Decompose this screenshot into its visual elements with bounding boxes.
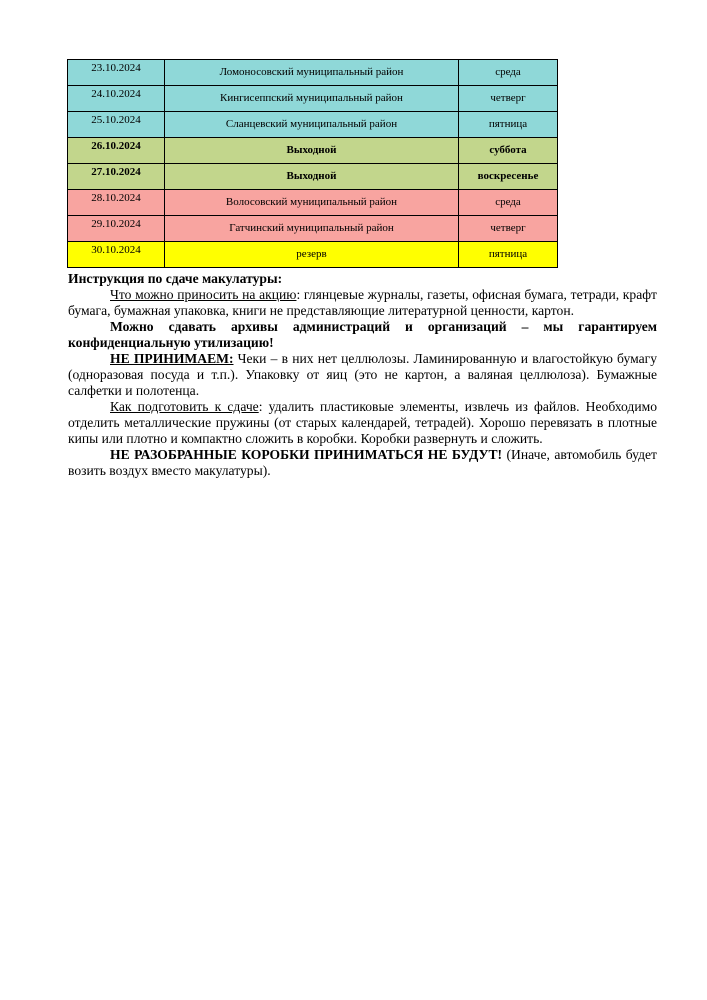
schedule-body bbox=[68, 60, 558, 268]
schedule-row bbox=[68, 242, 558, 268]
schedule-district-cell: резерв bbox=[165, 242, 459, 268]
schedule-date-cell: 30.10.2024 bbox=[68, 242, 165, 268]
boxes-note: (Иначе, автомобиль будет возить воздух вместо макулатуры). bbox=[68, 447, 657, 478]
schedule-row bbox=[68, 86, 558, 112]
not-accepted-text: Чеки – в них нет целлюлозы. Ламинированную и влагостойкую бумагу (одноразовая посуда и т.п.). Упаковку от яиц (это не картон, а валяная целлюлоза). Бумажные салфетки и полотенца. bbox=[68, 351, 657, 398]
not-accepted-label: НЕ ПРИНИМАЕМ: bbox=[110, 351, 234, 366]
schedule-row bbox=[68, 138, 558, 164]
schedule-day-cell: четверг bbox=[459, 86, 558, 112]
schedule-row bbox=[68, 164, 558, 190]
schedule-district-cell: Выходной bbox=[165, 138, 459, 164]
schedule-day-cell: четверг bbox=[459, 216, 558, 242]
schedule-district-cell: Сланцевский муниципальный район bbox=[165, 112, 459, 138]
schedule-day-cell: пятница bbox=[459, 112, 558, 138]
schedule-district-cell: Гатчинский муниципальный район bbox=[165, 216, 459, 242]
can-bring-label: Что можно приносить на акцию bbox=[110, 287, 297, 302]
instructions-section bbox=[68, 271, 657, 479]
prepare-label: Как подготовить к сдаче bbox=[110, 399, 259, 414]
schedule-day-cell: суббота bbox=[459, 138, 558, 164]
schedule-table bbox=[67, 59, 558, 268]
schedule-day-cell: среда bbox=[459, 190, 558, 216]
archives-paragraph: Можно сдавать архивы администраций и организаций – мы гарантируем конфиденциальную утилизацию! bbox=[68, 319, 657, 350]
not-accepted-paragraph bbox=[68, 351, 657, 399]
schedule-district-cell: Ломоносовский муниципальный район bbox=[165, 60, 459, 86]
schedule-date-cell: 25.10.2024 bbox=[68, 112, 165, 138]
schedule-row bbox=[68, 190, 558, 216]
schedule-day-cell: пятница bbox=[459, 242, 558, 268]
can-bring-paragraph bbox=[68, 287, 657, 319]
schedule-district-cell: Выходной bbox=[165, 164, 459, 190]
schedule-row bbox=[68, 60, 558, 86]
can-bring-text: : глянцевые журналы, газеты, офисная бумага, тетради, крафт бумага, бумажная упаковка, книги не представляющие литературной ценности, картон. bbox=[68, 287, 657, 318]
boxes-paragraph bbox=[68, 447, 657, 479]
schedule-date-cell: 26.10.2024 bbox=[68, 138, 165, 164]
instructions-heading: Инструкция по сдаче макулатуры: bbox=[68, 271, 283, 286]
schedule-date-cell: 27.10.2024 bbox=[68, 164, 165, 190]
schedule-row bbox=[68, 216, 558, 242]
prepare-paragraph bbox=[68, 399, 657, 447]
schedule-date-cell: 29.10.2024 bbox=[68, 216, 165, 242]
schedule-district-cell: Волосовский муниципальный район bbox=[165, 190, 459, 216]
prepare-text: : удалить пластиковые элементы, извлечь из файлов. Необходимо отделить металлические пружины (от старых календарей, тетрадей). Хорошо перевязать в плотные кипы или плотно и компактно сложить в коробки. Коробки развернуть и сложить. bbox=[68, 399, 658, 446]
schedule-district-cell: Кингисеппский муниципальный район bbox=[165, 86, 459, 112]
schedule-day-cell: среда bbox=[459, 60, 558, 86]
schedule-row bbox=[68, 112, 558, 138]
boxes-warning: НЕ РАЗОБРАННЫЕ КОРОБКИ ПРИНИМАТЬСЯ НЕ БУДУТ! bbox=[110, 447, 503, 462]
schedule-date-cell: 28.10.2024 bbox=[68, 190, 165, 216]
schedule-date-cell: 24.10.2024 bbox=[68, 86, 165, 112]
schedule-day-cell: воскресенье bbox=[459, 164, 558, 190]
schedule-date-cell: 23.10.2024 bbox=[68, 60, 165, 86]
